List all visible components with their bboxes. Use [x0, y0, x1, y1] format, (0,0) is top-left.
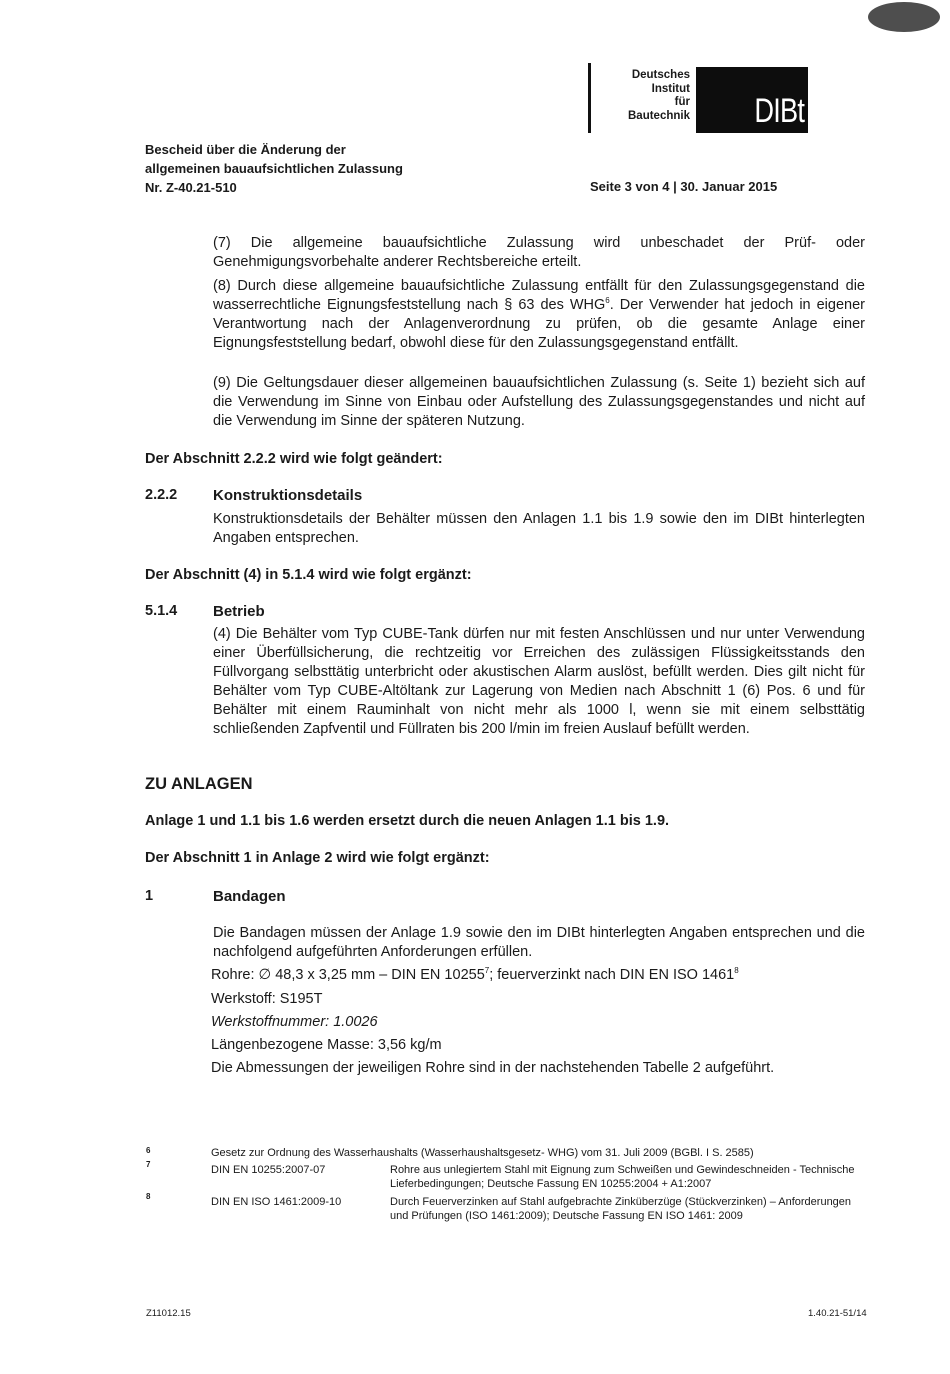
rohre-line: Rohre: ∅ 48,3 x 3,25 mm – DIN EN 10255$^7$; feuerverzinkt nach DIN EN ISO 1461$^8$: [211, 966, 739, 983]
header-title-line1: Bescheid über die Änderung der: [145, 142, 346, 157]
abmessungen-line: Die Abmessungen der jeweiligen Rohre sind in der nachstehenden Tabelle 2 aufgeführt.: [211, 1060, 775, 1076]
paragraph-7: (7) Die allgemeine bauaufsichtliche Zulassung wird unbeschadet der Prüf- oder Genehmigungsvorbehalte anderer Rechtsbereiche erteilt.: [213, 235, 865, 270]
bandagen-text: Die Bandagen müssen der Anlage 1.9 sowie den im DIBt hinterlegten Angaben entsprechen und die nachfolgend aufgeführten Anforderungen erfüllen.: [213, 925, 865, 960]
header-title-line2: allgemeinen bauaufsichtlichen Zulassung: [145, 161, 403, 176]
anlagen-replace-note: Anlage 1 und 1.1 bis 1.6 werden ersetzt durch die neuen Anlagen 1.1 bis 1.9.: [145, 813, 670, 829]
footnote-8-text: Durch Feuerverzinken auf Stahl aufgebrachte Zinküberzüge (Stückverzinken) – Anforderungen und Prüfungen (ISO 1461:2009); Deutsche Fassung EN ISO 1461: 2009: [390, 1196, 852, 1222]
header-page-date: Seite 3 von 4 | 30. Januar 2015: [590, 179, 778, 194]
section-222-intro: Der Abschnitt 2.2.2 wird wie folgt geändert:: [145, 451, 443, 467]
footnote-6-number: 6: [146, 1146, 151, 1155]
logo-mark: DIBt: [754, 92, 804, 130]
section-222-title: Konstruktionsdetails: [213, 487, 363, 504]
section-1-number: 1: [145, 888, 154, 904]
footer-left-code: Z11012.15: [146, 1308, 191, 1319]
paragraph-9: (9) Die Geltungsdauer dieser allgemeinen bauaufsichtlichen Zulassung (s. Seite 1) bezieht sich auf die Verwendung im Sinne von Einbau oder Aufstellung des Zulassungsgegenstandes und nicht auf die Verwendung im Sinne der späteren Nutzung.: [213, 375, 865, 429]
logo-institute-name: Deutsches Institut für Bautechnik: [628, 69, 690, 122]
dibt-logo: [588, 63, 810, 133]
footnote-6-text: Gesetz zur Ordnung des Wasserhaushalts (Wasserhaushaltsgesetz- WHG) vom 31. Juli 2009 (BGBl. I S. 2585): [211, 1147, 754, 1159]
footnote-7-ref: DIN EN 10255:2007-07: [211, 1164, 326, 1176]
section-514-title: Betrieb: [213, 603, 265, 620]
document-header: [145, 140, 403, 197]
footnote-7-text: Rohre aus unlegiertem Stahl mit Eignung zum Schweißen und Gewindeschneiden - Technische Lieferbedingungen; Deutsche Fassung EN 10255:2004 + A1:2007: [390, 1164, 855, 1190]
section-222-text: Konstruktionsdetails der Behälter müssen den Anlagen 1.1 bis 1.9 sowie den im DIBt hinterlegten Angaben entsprechen.: [213, 511, 865, 546]
footnote-7-number: 7: [146, 1160, 151, 1169]
section-514-text: (4) Die Behälter vom Typ CUBE-Tank dürfen nur mit festen Anschlüssen und nur unter Verwendung einer Überfüllsicherung, die rechtzeitig vor Erreichen des zulässigen Flüssigkeitsstands den Füllvorgang selbsttätig unterbricht oder akustischen Alarm auslöst, befüllt werden. Dies gilt nicht für Behälter vom Typ CUBE-Altöltank zur Lagerung von Medien nach Abschnitt 1 (6) Pos. 6 und für Behälter mit einem Rauminhalt von nicht mehr als 1000 l, wenn sie mit einem selbsttätig schließenden Zapfventil und Füllraten bis 200 l/min im freien Auslauf befüllt werden.: [213, 626, 865, 737]
zu-anlagen-heading: ZU ANLAGEN: [145, 775, 253, 793]
section-514-intro: Der Abschnitt (4) in 5.1.4 wird wie folgt ergänzt:: [145, 567, 472, 583]
footnote-8-number: 8: [146, 1192, 151, 1201]
masse-line: Längenbezogene Masse: 3,56 kg/m: [211, 1037, 442, 1053]
anlage2-intro: Der Abschnitt 1 in Anlage 2 wird wie folgt ergänzt:: [145, 850, 490, 866]
werkstoffnummer-line: Werkstoffnummer: 1.0026: [211, 1014, 378, 1030]
header-number: Nr. Z-40.21-510: [145, 180, 237, 195]
scan-mark: [868, 2, 940, 32]
section-1-title: Bandagen: [213, 888, 286, 905]
footnote-8-ref: DIN EN ISO 1461:2009-10: [211, 1196, 342, 1208]
section-222-number: 2.2.2: [145, 487, 178, 503]
werkstoff-line: Werkstoff: S195T: [211, 991, 323, 1007]
logo-mark-box: [696, 67, 808, 133]
paragraph-8: (8) Durch diese allgemeine bauaufsichtliche Zulassung entfällt für den Zulassungsgegenstand die wasserrechtliche Eignungsfeststellung nach § 63 des WHG$^6$. Der Verwender hat jedoch in eigener Verantwortung nach der Anlagenverordnung zu prüfen, ob die gesamte Anlage einer Eignungsfeststellung bedarf, obwohl diese für den Zulassungsgegenstand entfällt.: [213, 278, 865, 351]
footer-right-code: 1.40.21-51/14: [808, 1308, 867, 1319]
section-514-number: 5.1.4: [145, 603, 178, 619]
